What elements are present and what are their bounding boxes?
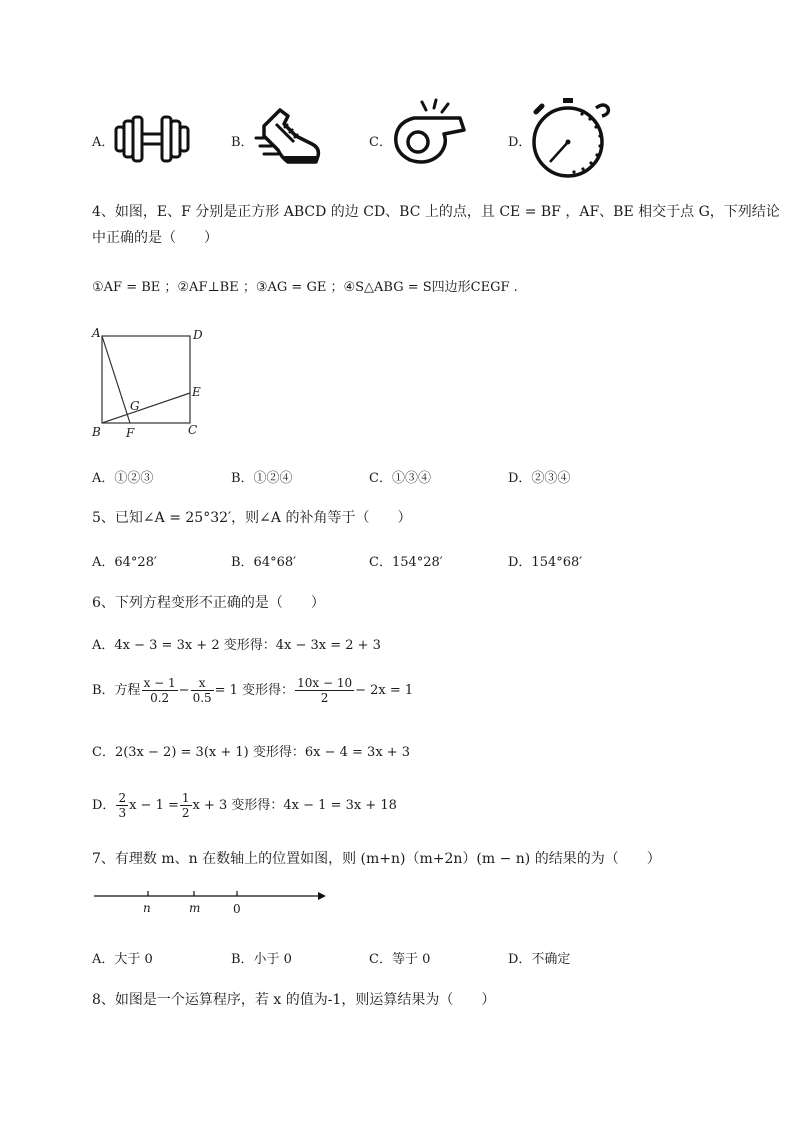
denominator: 2 [320,691,329,705]
fraction [180,791,192,820]
denominator: 3 [118,806,127,820]
q6-b-mid: = 1 变形得： [214,683,295,698]
q4-statements: ①AF = BE ；②AF⊥BE ；③AG = GE ；④S△ABG = S四边形CEGF . [92,280,518,295]
whistle-icon [390,100,470,166]
q6-option-d [92,791,397,820]
q6-d-prefix: D． [92,798,116,813]
label-f: F [126,426,135,440]
label-d: D [193,328,203,342]
number-line-figure [92,884,332,920]
q4-option-a: A．①②③ [92,471,154,486]
denominator: 2 [181,806,190,820]
label-g: G [130,399,140,413]
numerator: 1 [181,791,190,805]
label-a: A [92,326,101,340]
q7-stem: 7、有理数 m、n 在数轴上的位置如图，则 (m+n)（m+2n）(m − n) 的结果的为（ ） [92,851,661,867]
q5-option-b: B．64°68′ [231,555,297,570]
q6-b-prefix: B．方程 [92,683,141,698]
running-shoe-icon [254,106,324,168]
square-abcd-figure [86,322,216,444]
stopwatch-icon [530,96,612,180]
fraction [295,676,354,705]
q6-option-a: A．4x − 3 = 3x + 2 变形得：4x − 3x = 2 + 3 [92,638,381,653]
q3-option-d-label: D． [508,135,532,150]
q6-option-c: C．2(3x − 2) = 3(x + 1) 变形得：6x − 4 = 3x + 3 [92,745,411,760]
axis-label-zero: 0 [233,902,241,916]
numerator: x − 1 [143,676,176,690]
q4-option-b: B．①②④ [231,471,293,486]
q3-option-b-label: B． [231,135,254,150]
denominator: 0.5 [192,691,212,705]
q5-option-a: A．64°28′ [92,555,157,570]
q4-stem-line1: 4、如图，E、F 分别是正方形 ABCD 的边 CD、BC 上的点，且 CE = BF ，AF、BE 相交于点 G，下列结论 [92,204,780,220]
q7-option-a: A．大于 0 [92,952,153,967]
q6-d-mid: x − 1 = [129,798,179,813]
numerator: 2 [118,791,127,805]
dumbbell-icon [112,115,192,163]
q6-d-tail: x + 3 变形得：4x − 1 = 3x + 18 [192,798,397,813]
q8-stem: 8、如图是一个运算程序，若 x 的值为-1，则运算结果为（ ） [92,992,496,1008]
label-b: B [92,425,101,439]
q6-option-b [92,676,413,705]
fraction [142,676,178,705]
numerator: x [191,676,214,691]
q7-option-d: D．不确定 [508,952,571,967]
label-e: E [192,385,201,399]
q5-option-c: C．154°28′ [369,555,443,570]
fraction [116,791,128,820]
minus-sign: − [178,683,190,698]
numerator: 10x − 10 [297,676,353,690]
denominator: 0.2 [150,691,170,705]
q6-b-tail: − 2x = 1 [355,683,414,698]
q5-option-d: D．154°68′ [508,555,583,570]
q5-stem: 5、已知∠A = 25°32′，则∠A 的补角等于（ ） [92,510,412,526]
fraction [191,676,214,705]
q4-stem-line2: 中正确的是（ ） [92,230,218,246]
q4-option-d: D．②③④ [508,471,571,486]
q6-stem: 6、下列方程变形不正确的是（ ） [92,595,325,611]
q7-option-c: C．等于 0 [369,952,431,967]
q4-option-c: C．①③④ [369,471,431,486]
q3-option-a-label: A． [92,135,115,150]
q7-option-b: B．小于 0 [231,952,292,967]
q3-option-c-label: C． [369,135,392,150]
axis-label-n: n [143,901,151,915]
axis-label-m: m [189,901,201,915]
label-c: C [188,423,198,437]
